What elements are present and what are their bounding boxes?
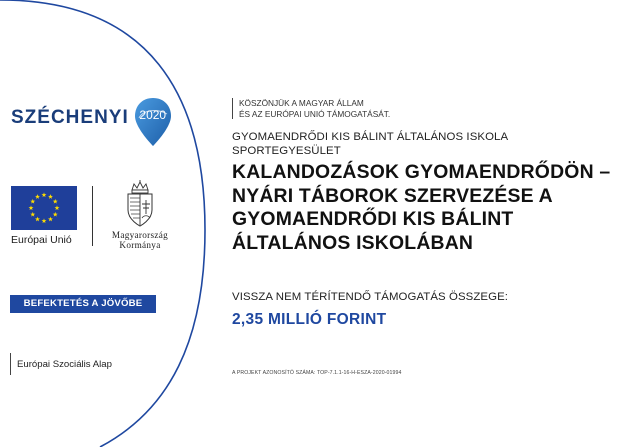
- fund-label-text: Európai Szociális Alap: [17, 358, 112, 370]
- eu-star-icon: [29, 205, 34, 210]
- grant-label: VISSZA NEM TÉRÍTENDŐ TÁMOGATÁS ÖSSZEGE:: [232, 291, 509, 303]
- beneficiary-name: GYOMAENDRŐDI KIS BÁLINT ÁLTALÁNOS ISKOLA SPORTEGYESÜLET: [232, 131, 508, 157]
- eu-star-icon: [53, 212, 58, 217]
- thanks-line-2: ÉS AZ EURÓPAI UNIÓ TÁMOGATÁSÁT.: [239, 108, 391, 119]
- eu-star-icon: [35, 217, 40, 222]
- thanks-line-1: KÖSZÖNJÜK A MAGYAR ÁLLAM: [239, 98, 364, 108]
- hu-label-line2: Kormánya: [119, 240, 161, 250]
- eu-label: Európai Unió: [11, 234, 72, 246]
- eu-star-icon: [42, 218, 47, 223]
- eu-star-icon: [30, 212, 35, 217]
- eu-star-icon: [35, 194, 40, 199]
- eu-logo: [11, 186, 77, 246]
- eu-star-icon: [48, 194, 53, 199]
- hungarian-crest-icon: [123, 180, 157, 228]
- szechenyi-year: 2020: [139, 108, 167, 122]
- fund-label: [10, 353, 112, 375]
- invest-badge: BEFEKTETÉS A JÖVŐBE: [10, 295, 156, 313]
- eu-star-icon: [42, 192, 47, 197]
- szechenyi-2020-logo: [11, 88, 173, 148]
- hu-label-line1: Magyarország: [111, 230, 169, 240]
- location-pin-icon: [133, 96, 173, 148]
- logo-divider: [92, 186, 93, 246]
- szechenyi-wordmark: SZÉCHENYI: [11, 107, 129, 128]
- eu-star-icon: [55, 205, 60, 210]
- eu-star-icon: [48, 217, 53, 222]
- eu-flag-icon: [11, 186, 77, 230]
- hungarian-government-logo: [101, 180, 179, 250]
- eu-star-icon: [30, 199, 35, 204]
- thanks-note: [232, 98, 390, 119]
- eu-star-icon: [53, 199, 58, 204]
- grant-amount: 2,35 MILLIÓ FORINT: [232, 311, 387, 328]
- project-title: KALANDOZÁSOK GYOMAENDRŐDÖN – NYÁRI TÁBOROK SZERVEZÉSE A GYOMAENDRŐDI KIS BÁLINT ÁLTALÁNOS ISKOLÁBAN: [232, 161, 611, 254]
- project-id: A PROJEKT AZONOSÍTÓ SZÁMA: TOP-7.1.1-16-H-ESZA-2020-01994: [232, 370, 402, 376]
